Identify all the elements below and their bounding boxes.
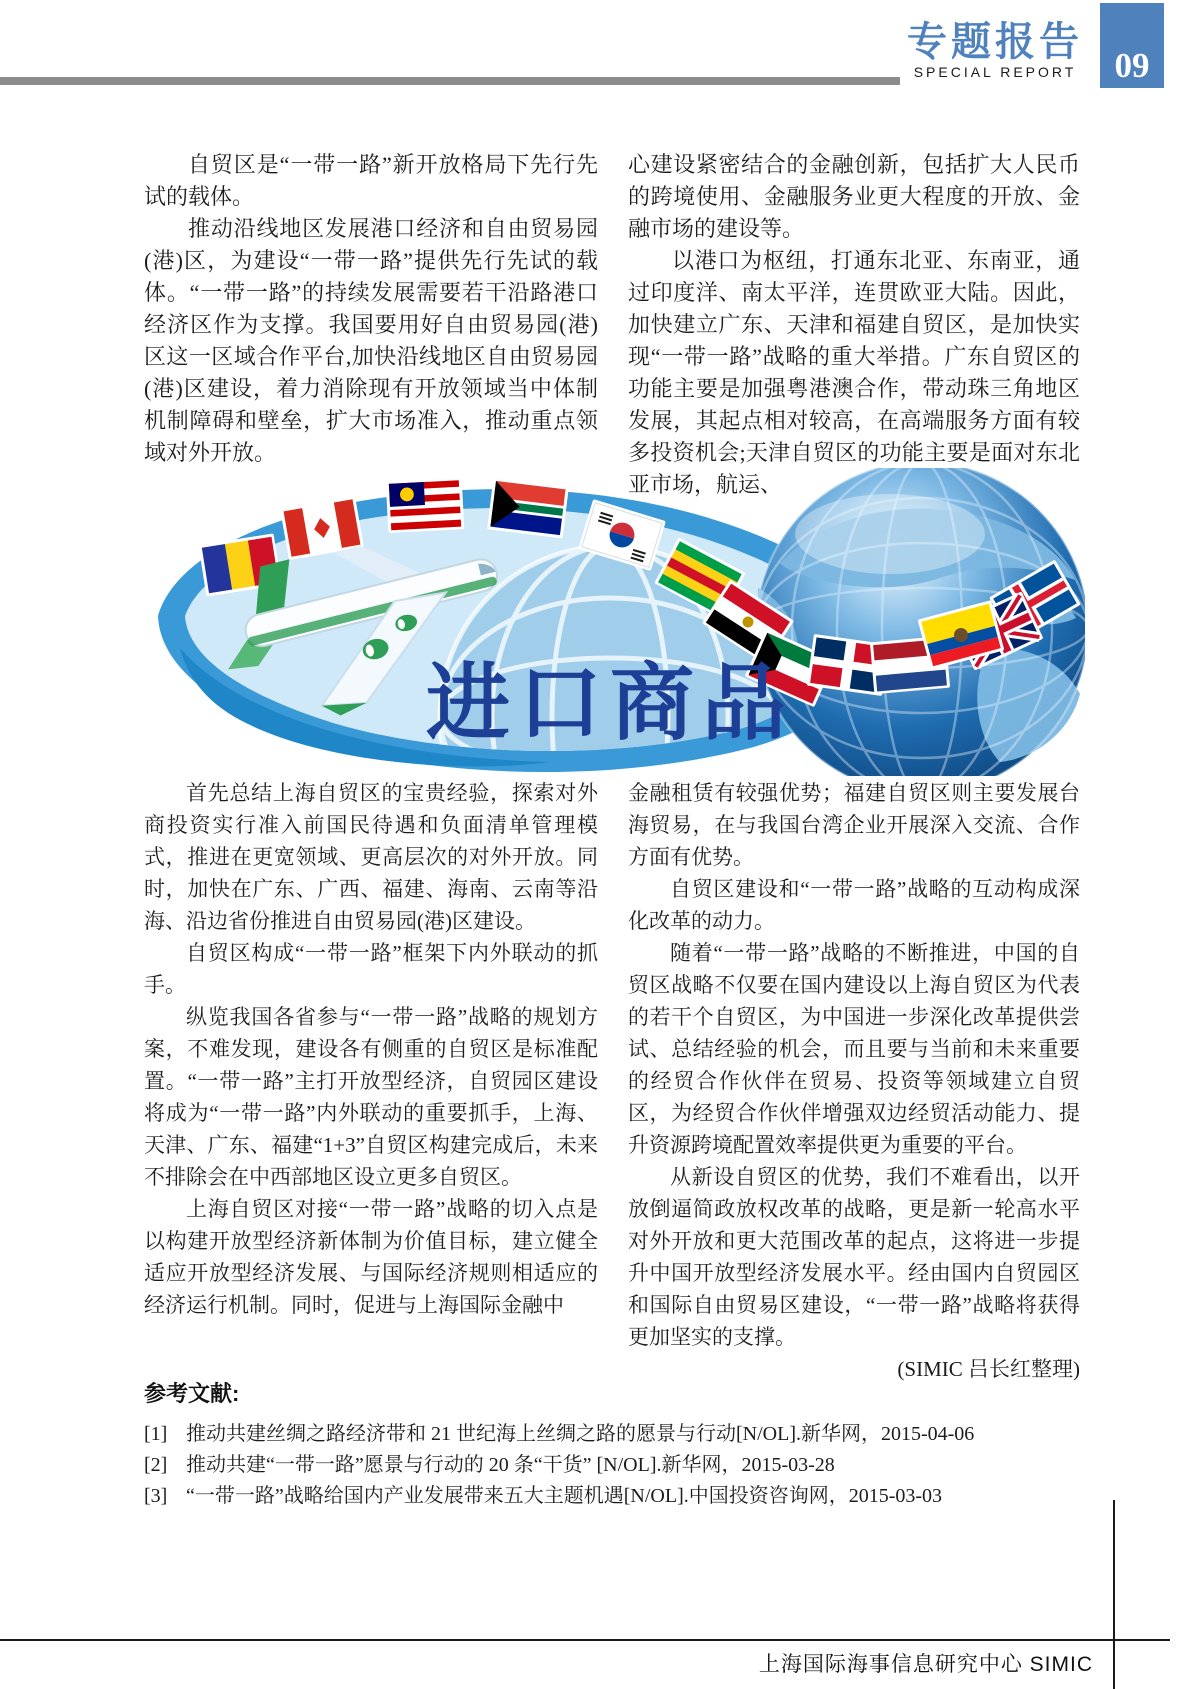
footer-rule bbox=[0, 1639, 1170, 1641]
byline: (SIMIC 吕长红整理) bbox=[897, 1357, 1080, 1381]
reference-label: [1] bbox=[144, 1423, 168, 1445]
reference-label: [3] bbox=[144, 1485, 168, 1507]
footer-corner-line bbox=[1113, 1500, 1115, 1689]
paragraph: 自贸区建设和“一带一路”战略的互动构成深化改革的动力。 bbox=[628, 877, 1080, 933]
paragraph: 以港口为枢纽，打通东北亚、东南亚，通过印度洋、南太平洋，连贯欧亚大陆。因此，加快建立广东、天津和福建自贸区，是加快实现“一带一路”战略的重大举措。广东自贸区的功能主要是加强粤港澳合作，带动珠三角地区发展，其起点相对较高，在高端服务方面有较多投资机会;天津自贸区的功能主要是面对东北亚市场，航运、 bbox=[628, 248, 1080, 497]
paragraph: 从新设自贸区的优势，我们不难看出，以开放倒逼简政放权改革的战略，更是新一轮高水平对外开放和更大范围改革的起点，这将进一步提升中国开放型经济发展水平。经由国内自贸园区和国际自由贸易区建设，“一带一路”战略将获得更加坚实的支撑。 bbox=[628, 1165, 1080, 1349]
paragraph: 金融租赁有较强优势；福建自贸区则主要发展台海贸易，在与我国台湾企业开展深入交流、合作方面有优势。 bbox=[628, 781, 1080, 869]
paragraph: 上海自贸区对接“一带一路”战略的切入点是以构建开放型经济新体制为价值目标，建立健全适应开放型经济发展、与国际经济规则相适应的经济运行机制。同时，促进与上海国际金融中 bbox=[144, 1197, 598, 1317]
header-divider-bar bbox=[0, 77, 900, 85]
page-subtitle: SPECIAL REPORT bbox=[913, 64, 1077, 80]
illustration-caption: 进口商品 bbox=[426, 656, 795, 750]
reference-label: [2] bbox=[144, 1454, 168, 1476]
reference-item bbox=[144, 1481, 1094, 1512]
footer-text: 上海国际海事信息研究中心 SIMIC bbox=[758, 1653, 1093, 1676]
page-number-badge bbox=[1100, 3, 1164, 88]
reference-text: 推动共建丝绸之路经济带和 21 世纪海上丝绸之路的愿景与行动[N/OL].新华网，2015-04-06 bbox=[186, 1423, 975, 1445]
references-heading: 参考文献: bbox=[144, 1381, 240, 1406]
paragraph: 自贸区是“一带一路”新开放格局下先行先试的载体。 bbox=[144, 152, 598, 209]
column-top-left bbox=[144, 149, 598, 469]
references-section bbox=[144, 1381, 1094, 1512]
paragraph: 自贸区构成“一带一路”框架下内外联动的抓手。 bbox=[144, 941, 598, 997]
column-mid-right bbox=[628, 777, 1080, 1385]
paragraph: 随着“一带一路”战略的不断推进，中国的自贸区战略不仅要在国内建设以上海自贸区为代表的若干个自贸区，为中国进一步深化改革提供尝试、总结经验的机会，而且要与当前和未来重要的经贸合作伙伴在贸易、投资等领域建立自贸区，为经贸合作伙伴增强双边经贸活动能力、提升资源跨境配置效率提供更为重要的平台。 bbox=[628, 941, 1080, 1157]
reference-text: “一带一路”战略给国内产业发展带来五大主题机遇[N/OL].中国投资咨询网，2015-03-03 bbox=[186, 1485, 943, 1507]
page-title: 专题报告 bbox=[907, 20, 1083, 64]
flag-south-africa bbox=[487, 478, 569, 539]
paragraph: 首先总结上海自贸区的宝贵经验，探索对外商投资实行准入前国民待遇和负面清单管理模式，推进在更宽领域、更高层次的对外开放。同时，加快在广东、广西、福建、海南、云南等沿海、沿边省份推进自由贸易园(港)区建设。 bbox=[144, 781, 598, 933]
reference-item bbox=[144, 1419, 1094, 1450]
column-mid-left bbox=[144, 777, 598, 1321]
import-goods-illustration bbox=[130, 468, 1085, 776]
reference-item bbox=[144, 1450, 1094, 1481]
flag-malaysia bbox=[386, 477, 465, 533]
reference-text: 推动共建“一带一路”愿景与行动的 20 条“干货” [N/OL].新华网，2015-03-28 bbox=[186, 1454, 835, 1476]
paragraph: 心建设紧密结合的金融创新，包括扩大人民币的跨境使用、金融服务业更大程度的开放、金融市场的建设等。 bbox=[628, 152, 1080, 241]
column-top-right bbox=[628, 149, 1080, 501]
paragraph: 纵览我国各省参与“一带一路”战略的规划方案，不难发现，建设各有侧重的自贸区是标准配置。“一带一路”主打开放型经济，自贸园区建设将成为“一带一路”内外联动的重要抓手，上海、天津、广东、福建“1+3”自贸区构建完成后，未来不排除会在中西部地区设立更多自贸区。 bbox=[144, 1005, 598, 1189]
page-number: 09 bbox=[1114, 46, 1150, 85]
paragraph: 推动沿线地区发展港口经济和自由贸易园(港)区，为建设“一带一路”提供先行先试的载体。“一带一路”的持续发展需要若干沿路港口经济区作为支撑。我国要用好自由贸易园(港)区这一区域合作平台,加快沿线地区自由贸易园(港)区建设，着力消除现有开放领域当中体制机制障碍和壁垒，扩大市场准入，推动重点领域对外开放。 bbox=[144, 216, 598, 465]
